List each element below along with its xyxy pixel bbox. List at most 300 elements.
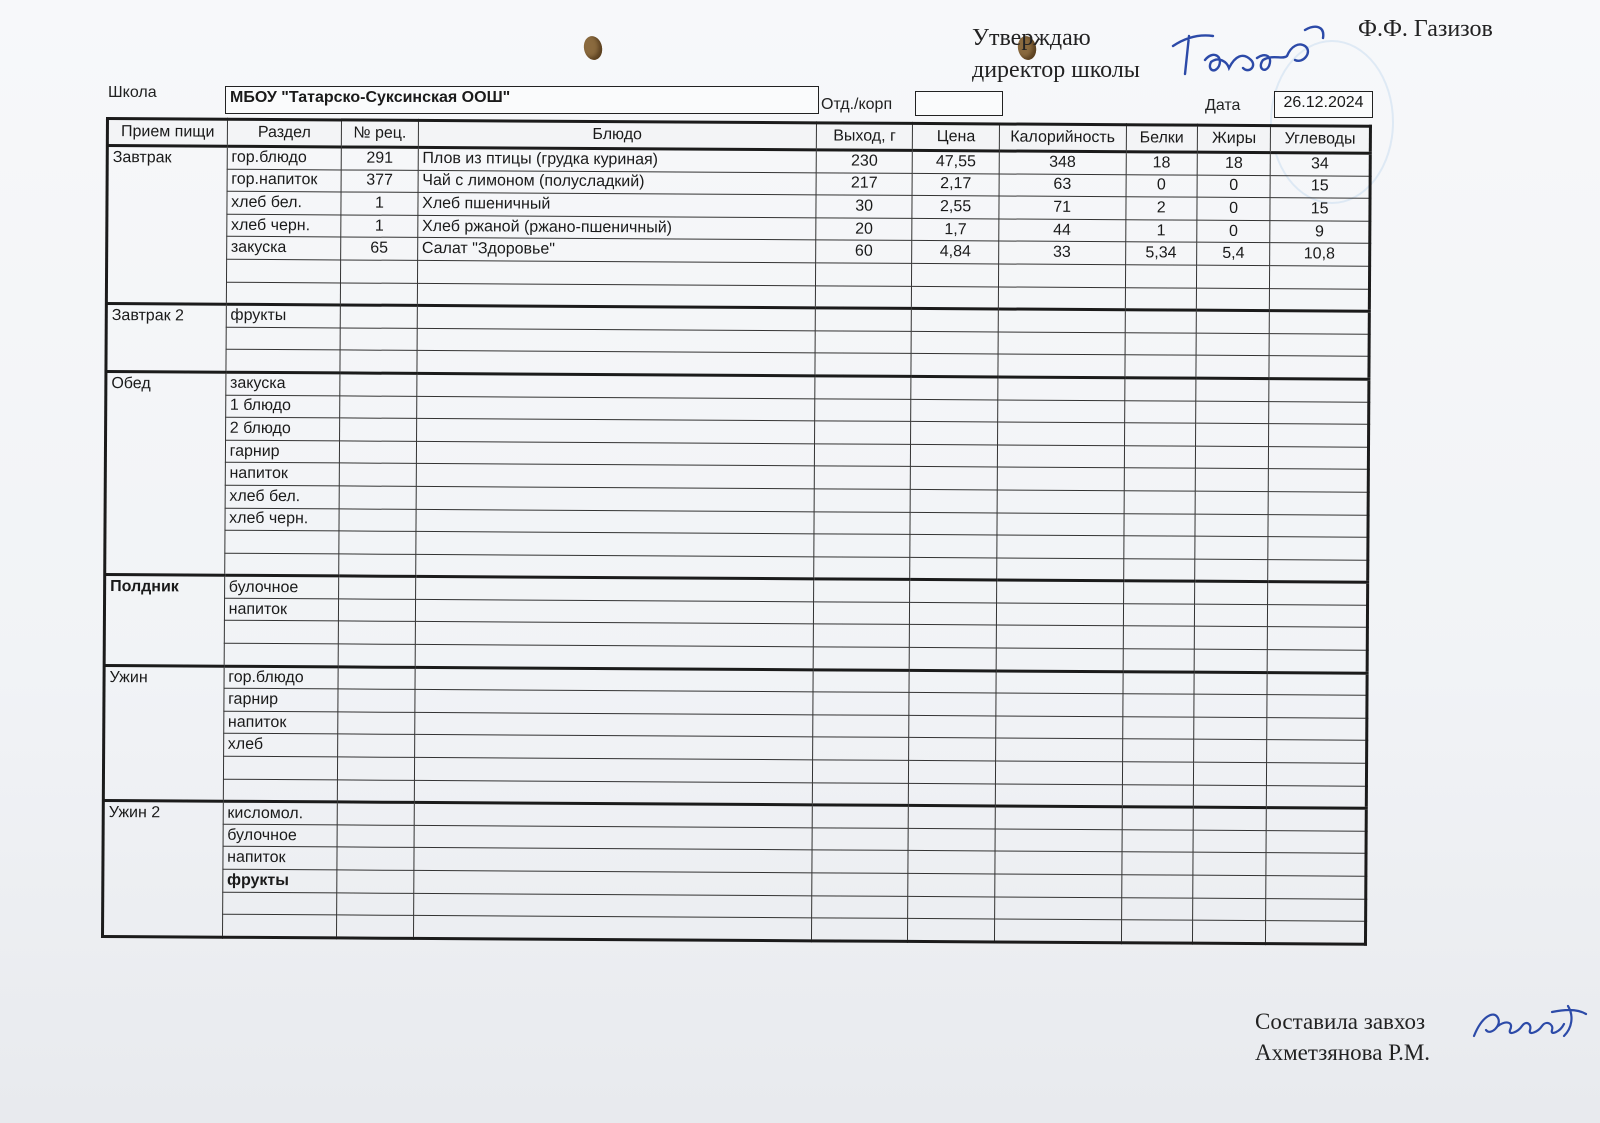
fat-cell[interactable] xyxy=(1193,830,1267,853)
fat-cell[interactable] xyxy=(1193,785,1267,808)
fat-cell[interactable] xyxy=(1195,491,1269,514)
calories-cell[interactable] xyxy=(996,625,1123,648)
calories-cell[interactable]: 44 xyxy=(999,219,1126,242)
carbs-cell[interactable] xyxy=(1270,288,1370,311)
dish-cell[interactable]: Плов из птицы (грудка куриная) xyxy=(418,147,816,172)
fat-cell[interactable] xyxy=(1196,401,1270,424)
protein-cell[interactable] xyxy=(1121,852,1193,875)
output-cell[interactable]: 217 xyxy=(816,172,913,195)
carbs-cell[interactable] xyxy=(1267,808,1367,831)
output-cell[interactable] xyxy=(815,376,912,399)
output-cell[interactable] xyxy=(812,737,909,760)
output-cell[interactable] xyxy=(814,511,911,534)
output-cell[interactable] xyxy=(814,466,911,489)
school-field[interactable]: МБОУ "Татарско-Суксинская ООШ" xyxy=(225,86,819,114)
carbs-cell[interactable] xyxy=(1266,830,1366,853)
carbs-cell[interactable] xyxy=(1268,514,1368,537)
price-cell[interactable] xyxy=(908,896,995,919)
carbs-cell[interactable] xyxy=(1270,266,1370,289)
carbs-cell[interactable]: 15 xyxy=(1270,198,1370,221)
calories-cell[interactable] xyxy=(997,445,1124,468)
section-cell[interactable] xyxy=(226,259,341,282)
section-cell[interactable]: хлеб бел. xyxy=(227,191,342,214)
carbs-cell[interactable] xyxy=(1267,695,1367,718)
price-cell[interactable] xyxy=(909,693,996,716)
recipe-number-cell[interactable]: 1 xyxy=(341,215,418,238)
output-cell[interactable] xyxy=(813,624,910,647)
dish-cell[interactable] xyxy=(414,757,812,782)
section-cell[interactable] xyxy=(223,756,338,779)
carbs-cell[interactable] xyxy=(1266,921,1366,944)
output-cell[interactable]: 60 xyxy=(816,240,913,263)
carbs-cell[interactable] xyxy=(1268,650,1368,673)
output-cell[interactable] xyxy=(813,669,910,692)
fat-cell[interactable] xyxy=(1195,559,1269,582)
carbs-cell[interactable] xyxy=(1268,537,1368,560)
price-cell[interactable] xyxy=(910,602,997,625)
section-cell[interactable] xyxy=(224,530,339,553)
protein-cell[interactable] xyxy=(1122,784,1194,807)
recipe-number-cell[interactable] xyxy=(340,350,417,373)
fat-cell[interactable] xyxy=(1194,740,1268,763)
dish-cell[interactable] xyxy=(414,712,812,737)
calories-cell[interactable] xyxy=(995,738,1122,761)
protein-cell[interactable] xyxy=(1125,310,1197,333)
recipe-number-cell[interactable] xyxy=(340,305,417,328)
section-cell[interactable]: гарнир xyxy=(224,688,339,711)
calories-cell[interactable] xyxy=(995,761,1122,784)
carbs-cell[interactable] xyxy=(1267,763,1367,786)
price-cell[interactable]: 2,55 xyxy=(912,196,999,219)
dish-cell[interactable] xyxy=(416,441,814,466)
output-cell[interactable] xyxy=(813,715,910,738)
dish-cell[interactable] xyxy=(417,260,815,285)
calories-cell[interactable] xyxy=(994,919,1121,942)
recipe-number-cell[interactable] xyxy=(337,870,414,893)
price-cell[interactable] xyxy=(909,783,996,806)
price-cell[interactable] xyxy=(909,760,996,783)
dish-cell[interactable] xyxy=(414,735,812,760)
recipe-number-cell[interactable]: 291 xyxy=(341,147,418,170)
dish-cell[interactable] xyxy=(415,644,813,669)
calories-cell[interactable] xyxy=(997,512,1124,535)
carbs-cell[interactable] xyxy=(1267,672,1367,695)
price-cell[interactable] xyxy=(909,715,996,738)
recipe-number-cell[interactable] xyxy=(337,893,414,916)
price-cell[interactable] xyxy=(911,376,998,399)
fat-cell[interactable] xyxy=(1194,717,1268,740)
price-cell[interactable] xyxy=(908,919,995,942)
output-cell[interactable] xyxy=(812,850,909,873)
recipe-number-cell[interactable] xyxy=(338,644,415,667)
calories-cell[interactable] xyxy=(998,309,1125,332)
protein-cell[interactable] xyxy=(1124,445,1196,468)
output-cell[interactable] xyxy=(811,918,908,941)
calories-cell[interactable] xyxy=(998,332,1125,355)
dish-cell[interactable] xyxy=(413,916,811,941)
price-cell[interactable] xyxy=(908,851,995,874)
dish-cell[interactable] xyxy=(417,283,815,308)
protein-cell[interactable] xyxy=(1123,626,1195,649)
output-cell[interactable] xyxy=(813,647,910,670)
fat-cell[interactable] xyxy=(1193,853,1267,876)
calories-cell[interactable] xyxy=(995,806,1122,829)
output-cell[interactable] xyxy=(815,353,912,376)
dish-cell[interactable]: Чай с лимоном (полусладкий) xyxy=(418,170,816,195)
fat-cell[interactable] xyxy=(1195,468,1269,491)
recipe-number-cell[interactable] xyxy=(340,441,417,464)
dish-cell[interactable] xyxy=(415,690,813,715)
protein-cell[interactable] xyxy=(1124,468,1196,491)
dish-cell[interactable]: Салат "Здоровье" xyxy=(417,238,815,263)
output-cell[interactable]: 20 xyxy=(816,218,913,241)
output-cell[interactable] xyxy=(814,444,911,467)
fat-cell[interactable] xyxy=(1196,378,1270,401)
price-cell[interactable] xyxy=(909,806,996,829)
fat-cell[interactable] xyxy=(1193,762,1267,785)
dish-cell[interactable]: Хлеб ржаной (ржано-пшеничный) xyxy=(417,215,815,240)
price-cell[interactable] xyxy=(911,467,998,490)
fat-cell[interactable] xyxy=(1196,333,1270,356)
section-cell[interactable] xyxy=(224,621,339,644)
carbs-cell[interactable] xyxy=(1268,559,1368,582)
dish-cell[interactable] xyxy=(415,577,813,602)
recipe-number-cell[interactable] xyxy=(338,780,415,803)
recipe-number-cell[interactable] xyxy=(337,802,414,825)
section-cell[interactable] xyxy=(222,914,337,937)
carbs-cell[interactable] xyxy=(1269,446,1369,469)
recipe-number-cell[interactable] xyxy=(338,712,415,735)
calories-cell[interactable] xyxy=(995,874,1122,897)
recipe-number-cell[interactable]: 1 xyxy=(341,192,418,215)
recipe-number-cell[interactable] xyxy=(339,554,416,577)
protein-cell[interactable]: 18 xyxy=(1126,152,1198,175)
section-cell[interactable]: хлеб бел. xyxy=(225,485,340,508)
protein-cell[interactable] xyxy=(1122,807,1194,830)
price-cell[interactable] xyxy=(908,828,995,851)
carbs-cell[interactable] xyxy=(1266,898,1366,921)
calories-cell[interactable] xyxy=(996,671,1123,694)
carbs-cell[interactable] xyxy=(1266,853,1366,876)
fat-cell[interactable] xyxy=(1196,310,1270,333)
section-cell[interactable] xyxy=(222,892,337,915)
price-cell[interactable] xyxy=(911,399,998,422)
carbs-cell[interactable] xyxy=(1269,333,1369,356)
calories-cell[interactable] xyxy=(996,716,1123,739)
carbs-cell[interactable] xyxy=(1269,401,1369,424)
fat-cell[interactable] xyxy=(1192,920,1266,943)
protein-cell[interactable] xyxy=(1125,355,1197,378)
dish-cell[interactable] xyxy=(413,893,811,918)
calories-cell[interactable]: 63 xyxy=(999,174,1126,197)
dish-cell[interactable] xyxy=(415,622,813,647)
recipe-number-cell[interactable] xyxy=(341,260,418,283)
dish-cell[interactable] xyxy=(416,419,814,444)
fat-cell[interactable] xyxy=(1193,898,1267,921)
carbs-cell[interactable] xyxy=(1268,627,1368,650)
fat-cell[interactable] xyxy=(1195,581,1269,604)
price-cell[interactable] xyxy=(908,873,995,896)
protein-cell[interactable] xyxy=(1121,920,1193,943)
fat-cell[interactable]: 0 xyxy=(1197,197,1271,220)
section-cell[interactable]: фрукты xyxy=(222,869,337,892)
section-cell[interactable] xyxy=(226,350,341,373)
calories-cell[interactable]: 33 xyxy=(999,241,1126,264)
price-cell[interactable] xyxy=(912,286,999,309)
price-cell[interactable]: 4,84 xyxy=(912,241,999,264)
recipe-number-cell[interactable] xyxy=(337,825,414,848)
price-cell[interactable] xyxy=(910,647,997,670)
recipe-number-cell[interactable] xyxy=(340,395,417,418)
section-cell[interactable]: напиток xyxy=(225,463,340,486)
output-cell[interactable] xyxy=(815,331,912,354)
dish-cell[interactable] xyxy=(417,351,815,376)
output-cell[interactable] xyxy=(814,489,911,512)
section-cell[interactable]: закуска xyxy=(226,237,341,260)
dish-cell[interactable] xyxy=(416,396,814,421)
dish-cell[interactable] xyxy=(414,780,812,805)
recipe-number-cell[interactable] xyxy=(339,508,416,531)
calories-cell[interactable] xyxy=(996,648,1123,671)
carbs-cell[interactable] xyxy=(1268,604,1368,627)
section-cell[interactable]: хлеб xyxy=(223,734,338,757)
carbs-cell[interactable] xyxy=(1268,582,1368,605)
fat-cell[interactable] xyxy=(1194,649,1268,672)
output-cell[interactable] xyxy=(815,398,912,421)
carbs-cell[interactable] xyxy=(1267,740,1367,763)
dish-cell[interactable] xyxy=(415,667,813,692)
section-cell[interactable]: 1 блюдо xyxy=(225,395,340,418)
fat-cell[interactable] xyxy=(1194,604,1268,627)
protein-cell[interactable]: 5,34 xyxy=(1125,242,1197,265)
price-cell[interactable] xyxy=(909,670,996,693)
recipe-number-cell[interactable] xyxy=(340,373,417,396)
protein-cell[interactable] xyxy=(1124,491,1196,514)
calories-cell[interactable] xyxy=(997,535,1124,558)
section-cell[interactable]: напиток xyxy=(224,598,339,621)
price-cell[interactable] xyxy=(910,580,997,603)
protein-cell[interactable] xyxy=(1123,671,1195,694)
output-cell[interactable] xyxy=(814,421,911,444)
output-cell[interactable] xyxy=(814,557,911,580)
fat-cell[interactable] xyxy=(1193,875,1267,898)
calories-cell[interactable] xyxy=(998,264,1125,287)
output-cell[interactable] xyxy=(814,534,911,557)
output-cell[interactable] xyxy=(815,308,912,331)
output-cell[interactable] xyxy=(812,895,909,918)
price-cell[interactable] xyxy=(911,354,998,377)
dish-cell[interactable] xyxy=(416,486,814,511)
dish-cell[interactable] xyxy=(415,599,813,624)
section-cell[interactable]: булочное xyxy=(223,824,338,847)
recipe-number-cell[interactable] xyxy=(341,282,418,305)
recipe-number-cell[interactable] xyxy=(340,418,417,441)
section-cell[interactable]: булочное xyxy=(224,576,339,599)
protein-cell[interactable] xyxy=(1122,830,1194,853)
output-cell[interactable] xyxy=(812,760,909,783)
section-cell[interactable]: напиток xyxy=(223,711,338,734)
protein-cell[interactable] xyxy=(1124,400,1196,423)
fat-cell[interactable] xyxy=(1195,423,1269,446)
price-cell[interactable] xyxy=(912,263,999,286)
output-cell[interactable] xyxy=(812,805,909,828)
calories-cell[interactable] xyxy=(998,287,1125,310)
price-cell[interactable]: 1,7 xyxy=(912,218,999,241)
recipe-number-cell[interactable]: 65 xyxy=(341,237,418,260)
calories-cell[interactable] xyxy=(997,490,1124,513)
protein-cell[interactable] xyxy=(1124,423,1196,446)
recipe-number-cell[interactable] xyxy=(339,486,416,509)
recipe-number-cell[interactable] xyxy=(339,621,416,644)
fat-cell[interactable] xyxy=(1196,265,1270,288)
dish-cell[interactable] xyxy=(414,803,812,828)
output-cell[interactable] xyxy=(813,579,910,602)
protein-cell[interactable] xyxy=(1123,558,1195,581)
dish-cell[interactable] xyxy=(413,870,811,895)
dish-cell[interactable] xyxy=(416,464,814,489)
price-cell[interactable]: 2,17 xyxy=(912,173,999,196)
protein-cell[interactable] xyxy=(1123,581,1195,604)
calories-cell[interactable] xyxy=(997,558,1124,581)
price-cell[interactable] xyxy=(910,557,997,580)
fat-cell[interactable] xyxy=(1193,807,1267,830)
fat-cell[interactable]: 5,4 xyxy=(1197,243,1271,266)
calories-cell[interactable] xyxy=(998,354,1125,377)
protein-cell[interactable] xyxy=(1125,265,1197,288)
protein-cell[interactable] xyxy=(1122,694,1194,717)
protein-cell[interactable] xyxy=(1123,536,1195,559)
carbs-cell[interactable] xyxy=(1266,876,1366,899)
output-cell[interactable] xyxy=(812,782,909,805)
recipe-number-cell[interactable] xyxy=(339,531,416,554)
section-cell[interactable]: закуска xyxy=(225,372,340,395)
calories-cell[interactable] xyxy=(998,399,1125,422)
carbs-cell[interactable] xyxy=(1269,424,1369,447)
price-cell[interactable] xyxy=(910,625,997,648)
section-cell[interactable] xyxy=(223,779,338,802)
protein-cell[interactable] xyxy=(1121,875,1193,898)
price-cell[interactable] xyxy=(912,331,999,354)
section-cell[interactable] xyxy=(224,553,339,576)
output-cell[interactable] xyxy=(812,873,909,896)
recipe-number-cell[interactable] xyxy=(338,757,415,780)
calories-cell[interactable] xyxy=(996,693,1123,716)
section-cell[interactable]: напиток xyxy=(223,847,338,870)
fat-cell[interactable]: 18 xyxy=(1197,152,1271,175)
price-cell[interactable] xyxy=(912,309,999,332)
carbs-cell[interactable]: 34 xyxy=(1271,153,1371,176)
recipe-number-cell[interactable] xyxy=(339,576,416,599)
carbs-cell[interactable] xyxy=(1267,717,1367,740)
section-cell[interactable] xyxy=(224,643,339,666)
recipe-number-cell[interactable] xyxy=(340,463,417,486)
fat-cell[interactable] xyxy=(1194,672,1268,695)
protein-cell[interactable] xyxy=(1125,332,1197,355)
price-cell[interactable] xyxy=(911,422,998,445)
price-cell[interactable] xyxy=(910,512,997,535)
protein-cell[interactable] xyxy=(1121,897,1193,920)
date-field[interactable]: 26.12.2024 xyxy=(1274,91,1373,118)
calories-cell[interactable] xyxy=(996,580,1123,603)
section-cell[interactable] xyxy=(226,282,341,305)
calories-cell[interactable] xyxy=(995,897,1122,920)
fat-cell[interactable] xyxy=(1194,694,1268,717)
output-cell[interactable] xyxy=(813,602,910,625)
output-cell[interactable]: 230 xyxy=(816,150,913,173)
recipe-number-cell[interactable] xyxy=(338,667,415,690)
section-cell[interactable]: гор.блюдо xyxy=(224,666,339,689)
fat-cell[interactable]: 0 xyxy=(1197,175,1271,198)
output-cell[interactable] xyxy=(815,263,912,286)
protein-cell[interactable] xyxy=(1123,649,1195,672)
protein-cell[interactable]: 2 xyxy=(1125,197,1197,220)
protein-cell[interactable] xyxy=(1122,717,1194,740)
dish-cell[interactable] xyxy=(417,373,815,398)
protein-cell[interactable]: 1 xyxy=(1125,220,1197,243)
protein-cell[interactable] xyxy=(1124,378,1196,401)
carbs-cell[interactable]: 10,8 xyxy=(1270,243,1370,266)
carbs-cell[interactable]: 15 xyxy=(1270,175,1370,198)
carbs-cell[interactable] xyxy=(1267,785,1367,808)
price-cell[interactable] xyxy=(911,444,998,467)
recipe-number-cell[interactable] xyxy=(337,915,414,938)
section-cell[interactable]: фрукты xyxy=(226,304,341,327)
calories-cell[interactable] xyxy=(998,377,1125,400)
fat-cell[interactable] xyxy=(1195,514,1269,537)
carbs-cell[interactable] xyxy=(1269,356,1369,379)
dish-cell[interactable] xyxy=(416,531,814,556)
carbs-cell[interactable] xyxy=(1269,379,1369,402)
dish-cell[interactable] xyxy=(417,306,815,331)
calories-cell[interactable] xyxy=(996,603,1123,626)
section-cell[interactable]: гарнир xyxy=(225,440,340,463)
protein-cell[interactable] xyxy=(1124,513,1196,536)
fat-cell[interactable] xyxy=(1196,288,1270,311)
recipe-number-cell[interactable] xyxy=(339,599,416,622)
fat-cell[interactable] xyxy=(1196,356,1270,379)
price-cell[interactable] xyxy=(909,738,996,761)
fat-cell[interactable] xyxy=(1195,446,1269,469)
fat-cell[interactable] xyxy=(1195,536,1269,559)
recipe-number-cell[interactable]: 377 xyxy=(341,170,418,193)
recipe-number-cell[interactable] xyxy=(338,689,415,712)
dish-cell[interactable] xyxy=(414,825,812,850)
fat-cell[interactable] xyxy=(1194,627,1268,650)
section-cell[interactable]: хлеб черн. xyxy=(226,214,341,237)
calories-cell[interactable] xyxy=(995,829,1122,852)
price-cell[interactable] xyxy=(911,489,998,512)
output-cell[interactable] xyxy=(815,285,912,308)
dept-field[interactable] xyxy=(915,91,1003,116)
protein-cell[interactable] xyxy=(1122,762,1194,785)
recipe-number-cell[interactable] xyxy=(338,734,415,757)
protein-cell[interactable]: 0 xyxy=(1126,174,1198,197)
price-cell[interactable]: 47,55 xyxy=(913,150,1000,173)
dish-cell[interactable] xyxy=(415,554,813,579)
section-cell[interactable] xyxy=(226,327,341,350)
calories-cell[interactable] xyxy=(997,467,1124,490)
calories-cell[interactable] xyxy=(997,422,1124,445)
fat-cell[interactable]: 0 xyxy=(1197,220,1271,243)
protein-cell[interactable] xyxy=(1125,287,1197,310)
recipe-number-cell[interactable] xyxy=(337,847,414,870)
section-cell[interactable]: кисломол. xyxy=(223,801,338,824)
carbs-cell[interactable] xyxy=(1269,469,1369,492)
section-cell[interactable]: хлеб черн. xyxy=(225,508,340,531)
calories-cell[interactable]: 71 xyxy=(999,196,1126,219)
section-cell[interactable]: гор.блюдо xyxy=(227,146,342,169)
output-cell[interactable] xyxy=(813,692,910,715)
